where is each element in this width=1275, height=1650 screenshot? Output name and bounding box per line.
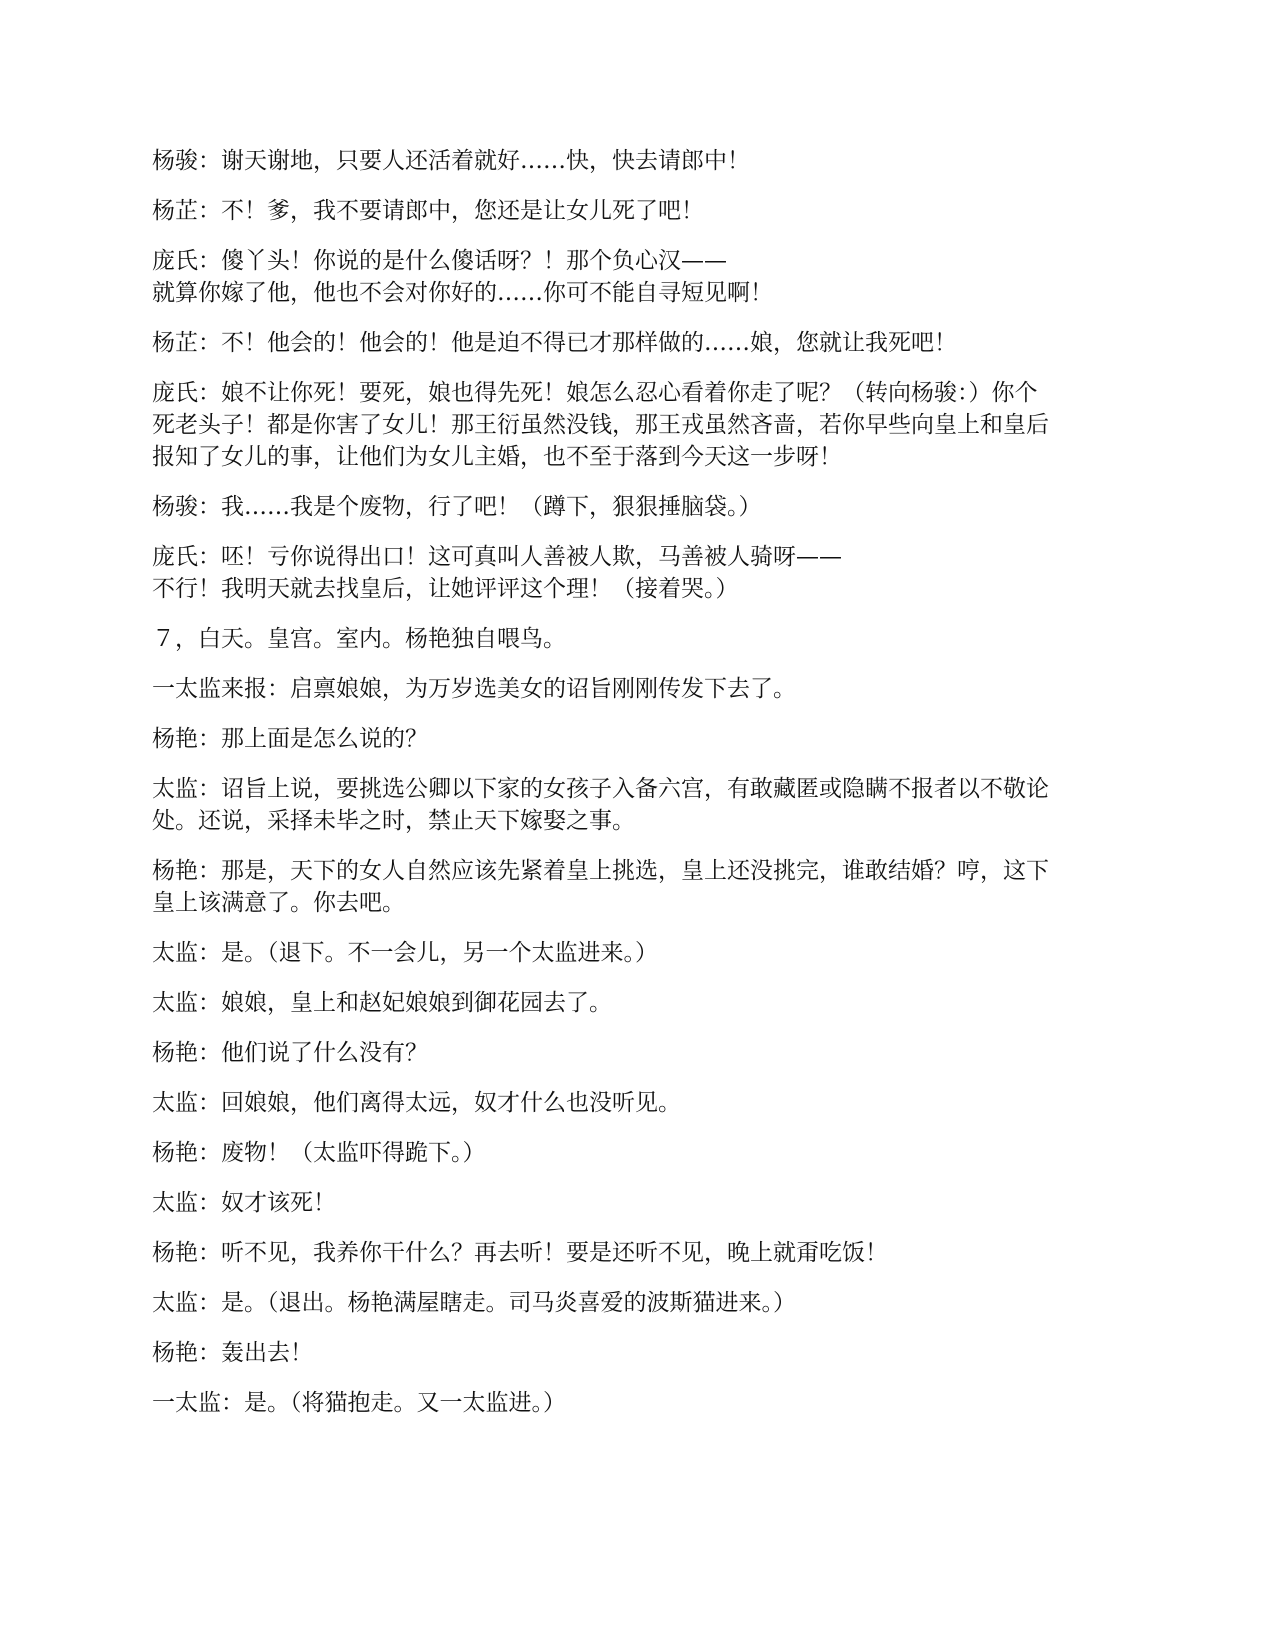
text-line: 太监：是。（退下。不一会儿，另一个太监进来。） [152,940,658,966]
dialogue-paragraph-22 [152,1387,1132,1419]
dialogue-paragraph-19 [152,1237,1132,1269]
dialogue-paragraph-7 [152,541,1132,605]
text-line: 杨艳：那是，天下的女人自然应该先紧着皇上挑选，皇上还没挑完，谁敢结婚？哼，这下 [152,858,1049,884]
text-line: 太监：娘娘，皇上和赵妃娘娘到御花园去了。 [152,990,612,1016]
text-line: 庞氏：娘不让你死！要死，娘也得先死！娘怎么忍心看着你走了呢？（转向杨骏：）你个 [152,380,1038,406]
document-page [152,145,1132,1437]
dialogue-paragraph-15 [152,1037,1132,1069]
text-line: 庞氏：傻丫头！你说的是什么傻话呀？！那个负心汉—— [152,248,727,274]
dialogue-paragraph-4 [152,327,1132,359]
text-line: 杨艳：他们说了什么没有？ [152,1040,428,1066]
dialogue-paragraph-10 [152,723,1132,755]
dialogue-paragraph-20 [152,1287,1132,1319]
text-line: 报知了女儿的事，让他们为女儿主婚，也不至于落到今天这一步呀！ [152,444,842,470]
dialogue-paragraph-12 [152,855,1132,919]
text-line: 杨艳：废物！（太监吓得跪下。） [152,1140,486,1166]
dialogue-paragraph-1 [152,145,1132,177]
dialogue-paragraph-17 [152,1137,1132,1169]
text-line: 处。还说，采择未毕之时，禁止天下嫁娶之事。 [152,808,635,834]
text-line: 杨艳：那上面是怎么说的？ [152,726,428,752]
text-line: 太监：是。（退出。杨艳满屋瞎走。司马炎喜爱的波斯猫进来。） [152,1290,796,1316]
dialogue-paragraph-9 [152,673,1132,705]
text-line: 太监：诏旨上说，要挑选公卿以下家的女孩子入备六宫，有敢藏匿或隐瞒不报者以不敬论 [152,776,1049,802]
dialogue-paragraph-21 [152,1337,1132,1369]
dialogue-paragraph-3 [152,245,1132,309]
text-line: 太监：回娘娘，他们离得太远，奴才什么也没听见。 [152,1090,681,1116]
dialogue-paragraph-11 [152,773,1132,837]
dialogue-paragraph-2 [152,195,1132,227]
text-line: 皇上该满意了。你去吧。 [152,890,405,916]
dialogue-paragraph-14 [152,987,1132,1019]
dialogue-paragraph-5 [152,377,1132,473]
text-line: 死老头子！都是你害了女儿！那王衍虽然没钱，那王戎虽然吝啬，若你早些向皇上和皇后 [152,412,1049,438]
text-line: 杨艳：轰出去！ [152,1340,313,1366]
text-line: 一太监：是。（将猫抱走。又一太监进。） [152,1390,566,1416]
text-line: 杨艳：听不见，我养你干什么？再去听！要是还听不见，晚上就甭吃饭！ [152,1240,888,1266]
dialogue-paragraph-18 [152,1187,1132,1219]
text-line: 杨骏：我……我是个废物，行了吧！（蹲下，狠狠捶脑袋。） [152,494,762,520]
dialogue-paragraph-13 [152,937,1132,969]
dialogue-paragraph-6 [152,491,1132,523]
text-line: 不行！我明天就去找皇后，让她评评这个理！（接着哭。） [152,576,739,602]
text-line: 就算你嫁了他，他也不会对你好的……你可不能自寻短见啊！ [152,280,773,306]
text-line: 杨芷：不！爹，我不要请郎中，您还是让女儿死了吧！ [152,198,704,224]
text-line: ７，白天。皇宫。室内。杨艳独自喂鸟。 [152,626,566,652]
text-line: 庞氏：呸！亏你说得出口！这可真叫人善被人欺，马善被人骑呀—— [152,544,842,570]
dialogue-paragraph-16 [152,1087,1132,1119]
scene-heading [152,623,1132,655]
text-line: 太监：奴才该死！ [152,1190,336,1216]
text-line: 杨骏：谢天谢地，只要人还活着就好……快，快去请郎中！ [152,148,750,174]
text-line: 杨芷：不！他会的！他会的！他是迫不得已才那样做的……娘，您就让我死吧！ [152,330,957,356]
text-line: 一太监来报：启禀娘娘，为万岁选美女的诏旨刚刚传发下去了。 [152,676,796,702]
